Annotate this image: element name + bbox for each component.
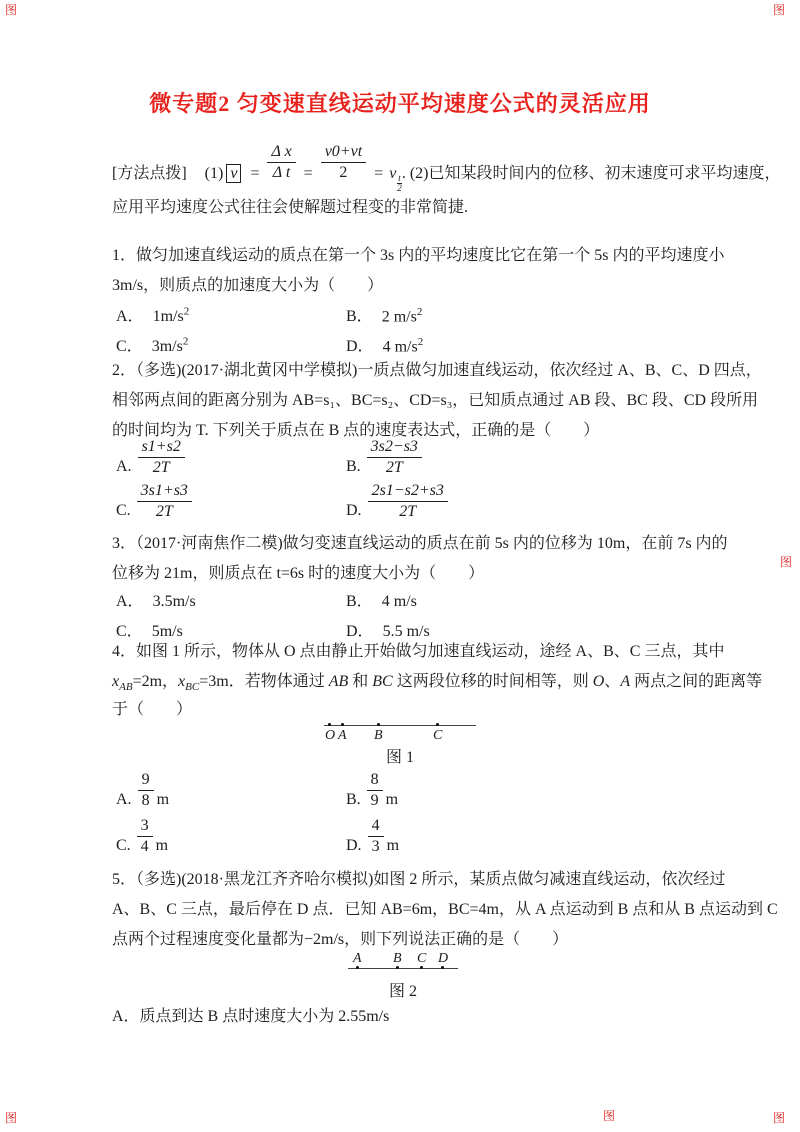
figure-1-label-A: A [338,728,347,743]
watermark-mark-right-middle: 图 [780,555,793,569]
figure-2 [348,952,458,974]
v-half-time-symbol: v [389,165,397,182]
option-d: D. $\frac{4}{3}$ m [346,817,400,855]
option-d: D． 4 $m/s^2$ [346,336,424,356]
question-1-options-row-1 [116,301,696,328]
option-c: C. $\frac{3s1+s3}{2T}$ [116,481,194,522]
question-4-line-1: 4．如图 1 所示，物体从 O 点由静止开始做匀加速直线运动，途经 A、B、C 三点，其中 [112,643,725,660]
option-b: B． 2 $m/s^2$ [346,306,423,326]
figure-2-label-B: B [393,951,402,966]
question-3-line-2: 位移为 21m，则质点在 t=6s 时的速度大小为（ ） [112,565,485,582]
figure-1-dot-A [341,723,344,726]
fraction-v0-vt: $\frac{v0+vt}{2}$ [321,142,366,183]
question-4-line-2: $x_{AB}=2m$，$x_{BC}=3m$．若物体通过 AB 和 BC 这两段位移的时间相等，则 O、A 两点之间的距离等 [112,673,763,694]
method-tip-line-2: 应用平均速度公式往往会使解题过程变的非常简捷. [112,199,469,216]
question-3-options-row-1 [116,591,696,613]
watermark-mark-bottom-right: 图 [773,1111,786,1125]
watermark-mark-top-right: 图 [773,3,786,17]
equals-sign: = [250,165,260,182]
option-b: B. $\frac{3s2-s3}{2T}$ [346,437,424,478]
figure-1 [324,718,476,748]
option-d: D. $\frac{2s1-s2+s3}{2T}$ [346,481,450,522]
question-2-line-1: 2．（多选)(2017·湖北黄冈中学模拟)一质点做匀加速直线运动，依次经过 A、B、C、D 四点， [112,362,762,379]
question-4-options-row-2 [116,816,696,857]
option-a: A． $1m/s^2$ [116,306,190,326]
question-5-line-3: 点两个过程速度变化量都为−2m/s，则下列说法正确的是（ ） [112,931,569,948]
option-c: C． $3m/s^2$ [116,336,189,356]
question-3-line-1: 3．（2017·河南焦作二模)做匀变速直线运动的质点在前 5s 内的位移为 10m，在前 7s 内的 [112,535,728,552]
figure-2-label-C: C [417,951,427,966]
question-4-line-3: 于（ ） [112,701,193,718]
figure-1-dot-B [377,723,380,726]
question-3-options-row-2 [116,621,696,643]
equals-sign: = [303,165,313,182]
question-2-line-3: 的时间均为 T. 下列关于质点在 B 点的速度表达式，正确的是（ ） [112,422,600,439]
option-c: C. $\frac{3}{4}$ m [116,817,169,855]
option-b: B． 4 m/s [346,593,417,610]
figure-1-label-C: C [433,728,443,743]
figure-2-dot-C [420,966,423,969]
fraction-dx-dt: $\frac{\text{Δ x}}{\text{Δ t}}$ [267,142,295,183]
figure-1-caption: 图 1 [385,749,414,766]
figure-1-label-O: O [325,728,336,743]
formula-part1: (1) [204,165,224,182]
vbar-boxed-symbol: $\overline{v}$ [226,164,241,183]
page-title: 微专题2 匀变速直线运动平均速度公式的灵活应用 [149,91,651,116]
question-1-line-1: 1．做匀加速直线运动的质点在第一个 3s 内的平均速度比它在第一个 5s 内的平均速度小 [112,247,725,264]
watermark-mark-bottom-left: 图 [5,1111,18,1125]
question-2-options-row-2 [116,481,696,522]
figure-1-dot-C [436,723,439,726]
figure-1-dot-O [328,723,331,726]
method-tip-text: . (2)已知某段时间内的位移、初末速度可求平均速度， [401,165,781,182]
question-5-line-2: A、B、C 三点，最后停在 D 点．已知 AB=6m，BC=4m，从 A 点运动到 B 点和从 B 点运动到 C [112,901,778,918]
option-d: D． 5.5 m/s [346,623,430,640]
question-2-options-row-1 [116,437,696,478]
figure-2-dot-A [356,966,359,969]
question-4-options-row-1 [116,770,696,811]
option-c: C． 5m/s [116,623,183,640]
v-subscript-fraction: t 2 [397,173,402,193]
figure-1-label-B: B [374,728,383,743]
question-5-option-a: A．质点到达 B 点时速度大小为 2.55m/s [112,1008,390,1025]
option-a: A. $\frac{9}{8}$ m [116,771,170,809]
figure-2-label-A: A [353,951,362,966]
equals-sign: = [374,165,384,182]
method-tip-label: [方法点拨] [112,165,187,182]
option-b: B. $\frac{8}{9}$ m [346,771,399,809]
option-a: A． 3.5m/s [116,593,196,610]
figure-2-dot-D [441,966,444,969]
figure-2-caption: 图 2 [388,983,417,1000]
option-a: A. $\frac{s1+s2}{2T}$ [116,437,187,478]
question-1-options-row-2 [116,331,696,358]
figure-2-dot-B [396,966,399,969]
question-1-line-2: 3m/s，则质点的加速度大小为（ ） [112,277,384,294]
question-5-line-1: 5．（多选)(2018·黑龙江齐齐哈尔模拟)如图 2 所示，某质点做匀减速直线运动，依次经过 [112,871,726,888]
method-tip-formula-line [112,142,781,193]
watermark-mark-top-left: 图 [5,3,18,17]
watermark-mark-bottom-middle: 图 [603,1109,616,1123]
figure-1-axis-line [324,725,476,726]
figure-2-label-D: D [438,951,449,966]
question-2-line-2: 相邻两点间的距离分别为 AB=s₁、BC=s₂、CD=s₃，已知质点通过 AB 段、BC 段、CD 段所用 [112,392,759,409]
